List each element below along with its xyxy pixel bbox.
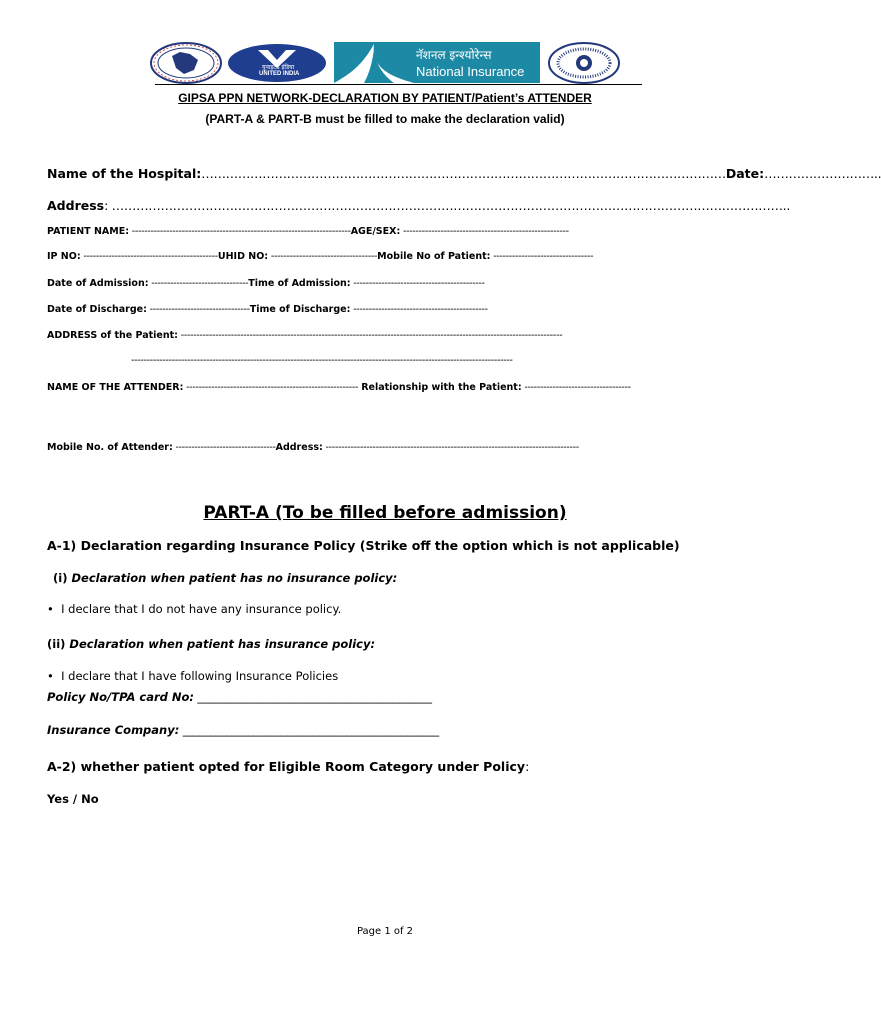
ip-line <box>47 251 593 262</box>
policy-field[interactable]: ___________________________________________ <box>193 690 432 704</box>
age-sex-field[interactable]: ----------------------------------------------------- <box>400 226 569 237</box>
company-line <box>47 723 439 737</box>
patient-address-line <box>47 330 562 341</box>
mobile-patient-field[interactable]: -------------------------------- <box>490 251 594 262</box>
attender-label: NAME OF THE ATTENDER: <box>47 382 184 393</box>
policy-line <box>47 690 432 704</box>
discharge-line <box>47 304 488 315</box>
united-india-name: UNITED INDIA <box>259 71 300 77</box>
a2-line <box>47 759 529 774</box>
attender-line <box>47 382 631 393</box>
attender-address-label: Address: <box>275 442 323 453</box>
patient-name-line <box>47 226 569 237</box>
relationship-field[interactable]: ---------------------------------- <box>521 382 631 393</box>
yes-no-option[interactable]: Yes / No <box>47 792 99 806</box>
patient-address-line-2 <box>131 355 513 366</box>
option-ii-prefix: (ii) <box>47 637 66 651</box>
tod-label: Time of Discharge: <box>249 304 351 315</box>
mobile-attender-field[interactable]: -------------------------------- <box>172 442 276 453</box>
attender-field[interactable]: ------------------------------------------------------- <box>183 382 359 393</box>
united-india-logo <box>228 44 326 82</box>
tod-field[interactable]: ------------------------------------------- <box>350 304 488 315</box>
bullet-icon: • <box>47 669 54 683</box>
attender-address-field[interactable]: --------------------------------------------------------------------------------- <box>322 442 579 453</box>
logo-strip <box>148 42 598 84</box>
hospital-label: Name of the Hospital: <box>47 166 202 181</box>
ip-no-field[interactable]: ------------------------------------------- <box>80 251 218 262</box>
a1-heading: A-1) Declaration regarding Insurance Policy (Strike off the option which is not applicable) <box>47 538 680 553</box>
option-i-prefix: (i) <box>53 571 68 585</box>
mobile-attender-label: Mobile No. of Attender: <box>47 442 173 453</box>
patient-address-field-2[interactable]: -------------------------------------------------------------------------------------------------------------------------- <box>131 355 513 366</box>
admission-line <box>47 278 485 289</box>
option-i-heading <box>53 571 397 585</box>
national-insurance-logo <box>334 42 540 83</box>
uhid-field[interactable]: ---------------------------------- <box>268 251 378 262</box>
option-i-text: Declaration when patient has no insurance policy: <box>71 571 398 585</box>
option-ii-bullet[interactable] <box>47 669 338 683</box>
uhid-label: UHID NO: <box>217 251 269 262</box>
patient-name-field[interactable]: ---------------------------------------------------------------------- <box>129 226 351 237</box>
age-sex-label: AGE/SEX: <box>350 226 401 237</box>
date-label: Date: <box>725 166 765 181</box>
option-ii-bullet-text: I declare that I have following Insurance Policies <box>61 669 339 683</box>
national-insurance-name: National Insurance <box>416 64 525 79</box>
a2-colon: : <box>525 759 530 774</box>
address-line <box>47 198 790 213</box>
toa-field[interactable]: ------------------------------------------ <box>350 278 485 289</box>
toa-label: Time of Admission: <box>248 278 351 289</box>
bullet-icon: • <box>47 602 54 616</box>
attender-contact-line <box>47 442 579 453</box>
hospital-line <box>47 166 881 181</box>
form-subtitle: (PART-A & PART-B must be filled to make the declaration valid) <box>205 112 565 126</box>
national-insurance-emblem-icon <box>334 42 414 83</box>
hospital-field[interactable]: ………………………………………………………………………………………………………………… <box>201 166 726 181</box>
option-i-bullet[interactable] <box>47 602 341 616</box>
india-post-seal-logo <box>150 42 222 84</box>
patient-address-label: ADDRESS of the Patient: <box>47 330 178 341</box>
insurance-seal-logo <box>548 42 620 84</box>
date-field[interactable]: ……………………….. <box>764 166 881 181</box>
company-label: Insurance Company: <box>47 723 180 737</box>
option-i-bullet-text: I declare that I do not have any insurance policy. <box>61 602 342 616</box>
dod-field[interactable]: -------------------------------- <box>146 304 250 315</box>
united-india-hindi: यूनाइटेड इंडिया <box>262 64 295 71</box>
address-field[interactable]: : ………………………………………………………………………………………………………………………………………………….. <box>104 198 791 213</box>
page-number: Page 1 of 2 <box>356 926 414 937</box>
mobile-patient-label: Mobile No of Patient: <box>377 251 491 262</box>
address-label: Address <box>47 198 105 213</box>
ip-no-label: IP NO: <box>47 251 81 262</box>
option-ii-heading <box>47 637 375 651</box>
dod-label: Date of Discharge: <box>47 304 147 315</box>
doa-label: Date of Admission: <box>47 278 149 289</box>
national-insurance-hindi: नॅशनल इन्श्योरेन्स <box>416 48 492 62</box>
company-field[interactable]: _______________________________________________ <box>179 723 439 737</box>
part-a-title: PART-A (To be filled before admission) <box>203 503 567 523</box>
relationship-label: Relationship with the Patient: <box>361 382 522 393</box>
doa-field[interactable]: ------------------------------- <box>148 278 249 289</box>
a2-heading: A-2) whether patient opted for Eligible Room Category under Policy <box>47 759 526 774</box>
patient-address-field[interactable]: -------------------------------------------------------------------------------------------------------------------------- <box>177 330 563 341</box>
form-title: GIPSA PPN NETWORK-DECLARATION BY PATIENT/Patient’s ATTENDER <box>178 91 592 105</box>
policy-label: Policy No/TPA card No: <box>47 690 194 704</box>
patient-name-label: PATIENT NAME: <box>47 226 129 237</box>
option-ii-text: Declaration when patient has insurance policy: <box>69 637 376 651</box>
header-rule <box>155 84 642 85</box>
